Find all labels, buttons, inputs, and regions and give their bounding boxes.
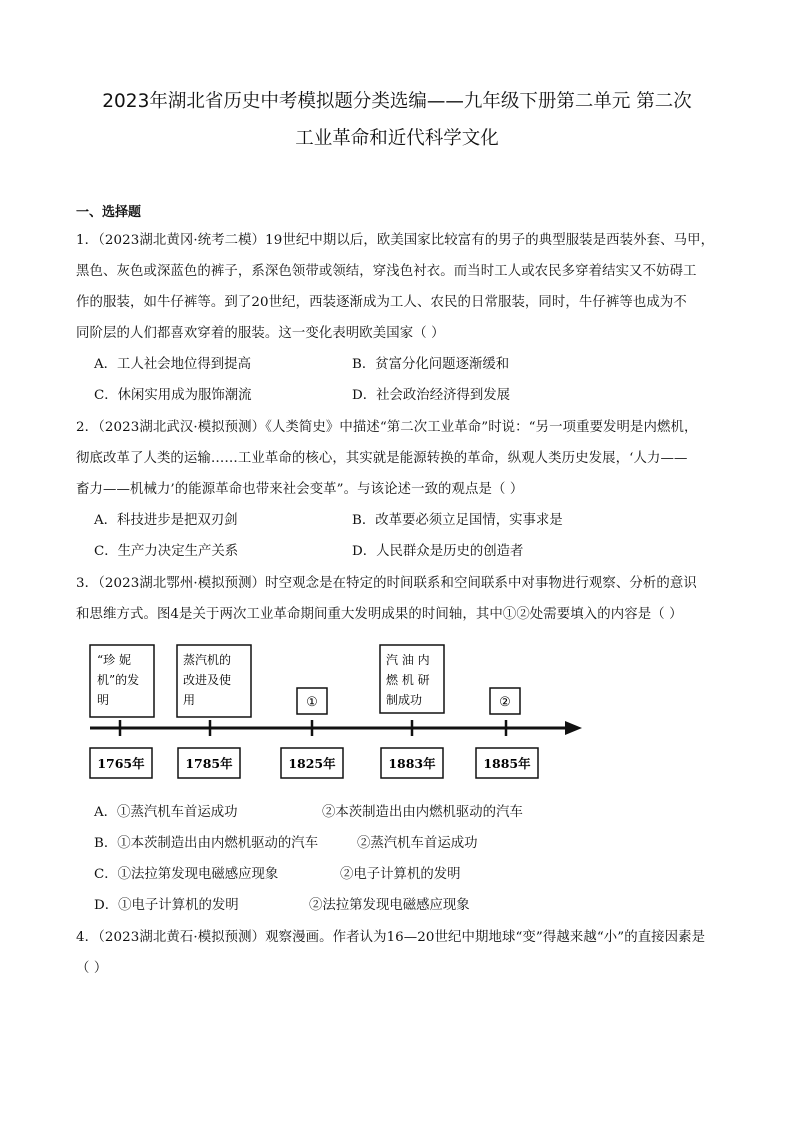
q1-line-4: 同阶层的人们都喜欢穿着的服装。这一变化表明欧美国家（ ） [76, 326, 445, 341]
q3-line-1: 3．（2023湖北鄂州·模拟预测）时空观念是在特定的时间联系和空间联系中对事物进行观察、分析的意识 [76, 576, 697, 591]
q3-option-d-part2: ②法拉第发现电磁感应现象 [309, 898, 470, 913]
q3-option-c-part2: ②电子计算机的发明 [340, 867, 461, 882]
q1-option-d: D．社会政治经济得到发展 [352, 388, 511, 403]
q3-option-b-part1: B．①本茨制造出由内燃机驱动的汽车 [94, 836, 319, 851]
q4-line-1: 4．（2023湖北黄石·模拟预测）观察漫画。作者认为16—20世纪中期地球“变”得越来越“小”的直接因素是 [76, 930, 706, 945]
timeline-svg [85, 640, 595, 790]
event-2-line-1: 蒸汽机的 [183, 653, 232, 667]
q2-line-2: 彻底改革了人类的运输……工业革命的核心，其实就是能源转换的革命，纵观人类历史发展，‘人力—— [76, 451, 688, 466]
q1-line-3: 作的服装，如牛仔裤等。到了20世纪，西装逐渐成为工人、农民的日常服装，同时，牛仔裤等也成为不 [76, 295, 687, 310]
timeline-figure [85, 640, 595, 790]
year-4: 1883年 [388, 756, 436, 771]
q2-option-c: C．生产力决定生产关系 [94, 544, 239, 559]
q2-option-d: D．人民群众是历史的创造者 [352, 544, 524, 559]
year-5: 1885年 [483, 756, 531, 771]
q2-option-b: B．改革要必须立足国情，实事求是 [352, 513, 563, 528]
event-1-line-1: “珍 妮 [97, 653, 131, 667]
event-3-label: ① [306, 695, 318, 710]
q3-option-a-part2: ②本茨制造出由内燃机驱动的汽车 [322, 805, 523, 820]
document-title-line2: 工业革命和近代科学文化 [295, 128, 499, 149]
document-title-line1: 2023年湖北省历史中考模拟题分类选编——九年级下册第二单元 第二次 [102, 91, 692, 112]
timeline-arrow-icon [565, 721, 582, 735]
q1-option-b: B．贫富分化问题逐渐缓和 [352, 357, 510, 372]
q3-option-d-part1: D．①电子计算机的发明 [94, 898, 239, 913]
q2-line-3: 畜力——机械力’的能源革命也带来社会变革”。与该论述一致的观点是（ ） [76, 482, 524, 497]
q3-line-2: 和思维方式。图4是关于两次工业革命期间重大发明成果的时间轴，其中①②处需要填入的内容是（ ） [76, 607, 683, 622]
q1-option-a: A．工人社会地位得到提高 [94, 357, 251, 372]
event-1-line-2: 机”的发 [97, 673, 140, 687]
year-2: 1785年 [185, 756, 233, 771]
q1-option-c: C．休闲实用成为服饰潮流 [94, 388, 252, 403]
year-1: 1765年 [97, 756, 145, 771]
q3-option-a-part1: A．①蒸汽机车首运成功 [94, 805, 238, 820]
q3-option-c-part1: C．①法拉第发现电磁感应现象 [94, 867, 279, 882]
q1-line-1: 1．（2023湖北黄冈·统考二模）19世纪中期以后，欧美国家比较富有的男子的典型服装是西装外套、马甲， [76, 233, 715, 248]
q4-line-2: （ ） [76, 961, 108, 976]
section-heading: 一、选择题 [76, 205, 142, 220]
year-3: 1825年 [288, 756, 336, 771]
q2-option-a: A．科技进步是把双刃剑 [94, 513, 238, 528]
event-2-line-2: 改进及使 [183, 673, 232, 687]
q1-line-2: 黑色、灰色或深蓝色的裤子，系深色领带或领结，穿浅色衬衣。而当时工人或农民多穿着结实又不妨碍工 [76, 264, 697, 279]
event-4-line-1: 汽 油 内 [386, 653, 430, 667]
event-4-line-2: 燃 机 研 [386, 673, 430, 687]
event-5-label: ② [499, 695, 511, 710]
q3-option-b-part2: ②蒸汽机车首运成功 [357, 836, 478, 851]
event-1-line-3: 明 [97, 693, 110, 707]
event-2-line-3: 用 [183, 693, 196, 707]
event-4-line-3: 制成功 [386, 693, 423, 707]
q2-line-1: 2．（2023湖北武汉·模拟预测）《人类简史》中描述“第二次工业革命”时说：“另一项重要发明是内燃机， [76, 420, 698, 435]
